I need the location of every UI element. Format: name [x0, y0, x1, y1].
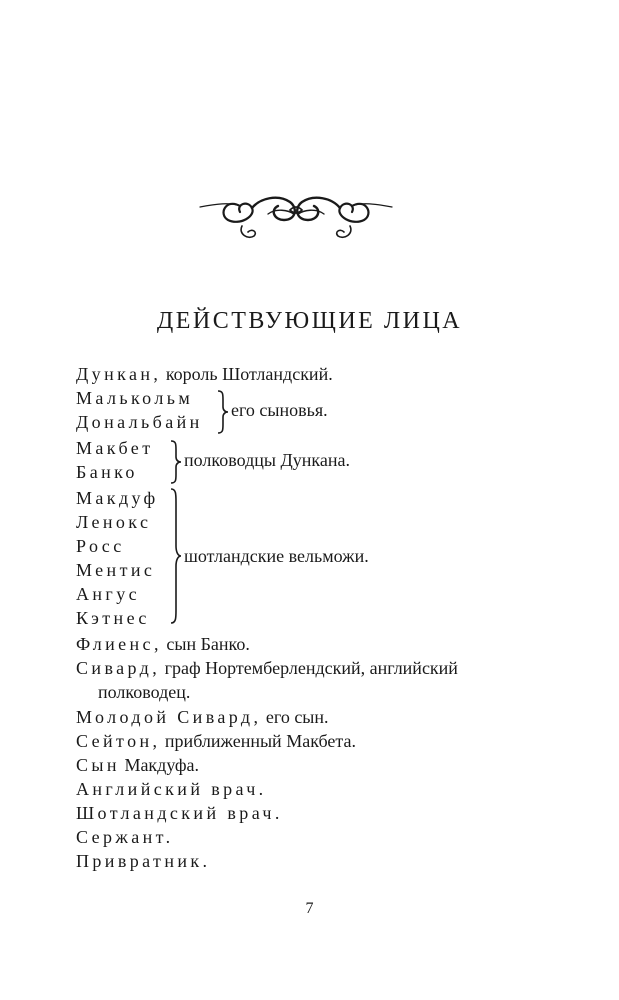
- list-item: Английский врач.: [76, 779, 267, 799]
- list-item-continuation: полководец.: [98, 682, 191, 702]
- list-item: Сержант.: [76, 827, 174, 847]
- list-item: Росс: [76, 536, 125, 556]
- brace-icon: [215, 390, 229, 434]
- list-item: Флиенс, сын Банко.: [76, 634, 250, 654]
- brace-icon: [168, 440, 182, 484]
- group-label-nobles: шотландские вельможи.: [184, 546, 369, 566]
- list-item: Макбет: [76, 438, 154, 458]
- page-number: 7: [305, 900, 314, 917]
- list-item: Кэтнес: [76, 608, 150, 628]
- list-item: Сивард, граф Нортемберлендский, английский: [76, 658, 458, 678]
- decorative-flourish: [196, 180, 396, 245]
- list-item: Шотландский врач.: [76, 803, 283, 823]
- list-item: Дункан, король Шотландский.: [76, 364, 333, 384]
- group-label-generals: полководцы Дункана.: [184, 450, 350, 470]
- list-item: Ангус: [76, 584, 141, 604]
- page-title: ДЕЙСТВУЮЩИЕ ЛИЦА: [156, 308, 463, 334]
- list-item: Молодой Сивард, его сын.: [76, 707, 329, 727]
- list-item: Ленокс: [76, 512, 152, 532]
- list-item: Макдуф: [76, 488, 159, 508]
- list-item: Сейтон, приближенный Макбета.: [76, 731, 356, 751]
- group-label-sons: его сыновья.: [231, 400, 328, 420]
- list-item: Малькольм: [76, 388, 194, 408]
- list-item: Сын Макдуфа.: [76, 755, 200, 775]
- brace-icon: [168, 488, 182, 624]
- list-item: Ментис: [76, 560, 156, 580]
- list-item: Привратник.: [76, 851, 211, 871]
- list-item: Банко: [76, 462, 138, 482]
- list-item: Дональбайн: [76, 412, 203, 432]
